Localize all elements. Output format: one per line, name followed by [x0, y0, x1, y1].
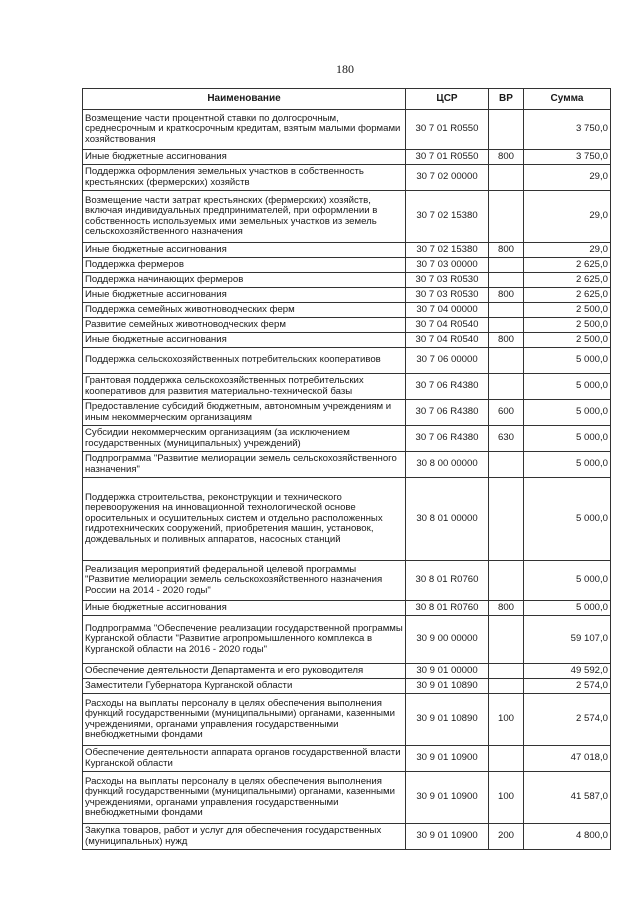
cell-csr: 30 7 04 00000	[406, 303, 489, 318]
cell-sum: 2 625,0	[524, 273, 611, 288]
cell-sum: 5 000,0	[524, 452, 611, 478]
cell-sum: 2 500,0	[524, 333, 611, 348]
cell-sum: 5 000,0	[524, 561, 611, 601]
cell-csr: 30 9 01 10890	[406, 679, 489, 694]
cell-vr	[489, 746, 524, 772]
table-row	[83, 601, 611, 616]
cell-name: Подпрограмма "Развитие мелиорации земель сельскохозяйственного назначения"	[83, 452, 406, 478]
cell-sum: 2 574,0	[524, 679, 611, 694]
cell-sum: 2 625,0	[524, 258, 611, 273]
table-row	[83, 110, 611, 150]
cell-name: Развитие семейных животноводческих ферм	[83, 318, 406, 333]
cell-sum: 5 000,0	[524, 601, 611, 616]
header-vr: ВР	[489, 89, 524, 110]
table-row	[83, 191, 611, 243]
cell-csr: 30 7 06 00000	[406, 348, 489, 374]
cell-vr: 800	[489, 243, 524, 258]
cell-csr: 30 7 06 R4380	[406, 400, 489, 426]
cell-name: Иные бюджетные ассигнования	[83, 288, 406, 303]
cell-name: Иные бюджетные ассигнования	[83, 150, 406, 165]
cell-sum: 2 500,0	[524, 318, 611, 333]
cell-sum: 41 587,0	[524, 772, 611, 824]
cell-vr: 630	[489, 426, 524, 452]
cell-vr	[489, 303, 524, 318]
cell-vr	[489, 165, 524, 191]
cell-vr: 200	[489, 824, 524, 850]
cell-csr: 30 7 02 15380	[406, 191, 489, 243]
table-row	[83, 772, 611, 824]
cell-name: Возмещение части процентной ставки по долгосрочным, среднесрочным и краткосрочным кредитам, взятым малыми формами хозяйствования	[83, 110, 406, 150]
cell-vr	[489, 374, 524, 400]
cell-vr	[489, 348, 524, 374]
cell-vr: 100	[489, 694, 524, 746]
table-row	[83, 561, 611, 601]
cell-csr: 30 7 06 R4380	[406, 374, 489, 400]
cell-sum: 5 000,0	[524, 374, 611, 400]
cell-csr: 30 9 00 00000	[406, 616, 489, 664]
cell-name: Субсидии некоммерческим организациям (за исключением государственных (муниципальных) учреждений)	[83, 426, 406, 452]
cell-name: Закупка товаров, работ и услуг для обеспечения государственных (муниципальных) нужд	[83, 824, 406, 850]
cell-sum: 3 750,0	[524, 150, 611, 165]
cell-name: Поддержка сельскохозяйственных потребительских кооперативов	[83, 348, 406, 374]
cell-name: Поддержка начинающих фермеров	[83, 273, 406, 288]
table-row	[83, 374, 611, 400]
cell-csr: 30 7 06 R4380	[406, 426, 489, 452]
table-header-row	[83, 89, 611, 110]
cell-name: Поддержка семейных животноводческих ферм	[83, 303, 406, 318]
cell-csr: 30 8 00 00000	[406, 452, 489, 478]
cell-vr: 100	[489, 772, 524, 824]
cell-csr: 30 7 03 R0530	[406, 288, 489, 303]
cell-csr: 30 7 01 R0550	[406, 150, 489, 165]
cell-vr: 600	[489, 400, 524, 426]
cell-vr	[489, 616, 524, 664]
cell-sum: 2 574,0	[524, 694, 611, 746]
cell-csr: 30 9 01 10900	[406, 772, 489, 824]
cell-name: Расходы на выплаты персоналу в целях обеспечения выполнения функций государственными (муниципальными) органами, казенными учреждениями, органами управления государственными внебюджетными фондами	[83, 694, 406, 746]
cell-name: Иные бюджетные ассигнования	[83, 601, 406, 616]
cell-name: Иные бюджетные ассигнования	[83, 243, 406, 258]
cell-vr	[489, 110, 524, 150]
cell-vr	[489, 679, 524, 694]
table-row	[83, 303, 611, 318]
table-row	[83, 258, 611, 273]
table-row	[83, 824, 611, 850]
table-row	[83, 288, 611, 303]
table-row	[83, 165, 611, 191]
cell-csr: 30 8 01 R0760	[406, 601, 489, 616]
table-row	[83, 746, 611, 772]
header-csr: ЦСР	[406, 89, 489, 110]
cell-vr: 800	[489, 150, 524, 165]
table-row	[83, 400, 611, 426]
cell-vr	[489, 478, 524, 561]
cell-vr: 800	[489, 288, 524, 303]
cell-sum: 5 000,0	[524, 348, 611, 374]
cell-sum: 2 625,0	[524, 288, 611, 303]
cell-name: Возмещение части затрат крестьянских (фермерских) хозяйств, включая индивидуальных предпринимателей, при оформлении в собственность используемых ими земельных участков из земель сельскохозяйственного назначения	[83, 191, 406, 243]
cell-name: Реализация мероприятий федеральной целевой программы "Развитие мелиорации земель сельскохозяйственного назначения России на 2014 - 2020 годы"	[83, 561, 406, 601]
table-row	[83, 694, 611, 746]
cell-vr	[489, 258, 524, 273]
table-row	[83, 426, 611, 452]
cell-csr: 30 7 04 R0540	[406, 333, 489, 348]
table-row	[83, 616, 611, 664]
table-row	[83, 333, 611, 348]
budget-table	[82, 88, 611, 850]
cell-name: Подпрограмма "Обеспечение реализации государственной программы Курганской области "Развитие агропромышленного комплекса в Курганской области на 2016 - 2020 годы"	[83, 616, 406, 664]
cell-name: Поддержка строительства, реконструкции и технического перевооружения на инновационной технологической основе оросительных и осушительных систем и отдельно расположенных гидротехнических сооружений, приобретения машин, установок, дождевальных и поливных аппаратов, насосных станций	[83, 478, 406, 561]
cell-name: Обеспечение деятельности Департамента и его руководителя	[83, 664, 406, 679]
cell-sum: 59 107,0	[524, 616, 611, 664]
cell-name: Поддержка оформления земельных участков в собственность крестьянских (фермерских) хозяйств	[83, 165, 406, 191]
table-row	[83, 318, 611, 333]
cell-name: Иные бюджетные ассигнования	[83, 333, 406, 348]
cell-sum: 47 018,0	[524, 746, 611, 772]
cell-name: Заместители Губернатора Курганской области	[83, 679, 406, 694]
cell-sum: 49 592,0	[524, 664, 611, 679]
cell-name: Расходы на выплаты персоналу в целях обеспечения выполнения функций государственными (муниципальными) органами, казенными учреждениями, органами управления государственными внебюджетными фондами	[83, 772, 406, 824]
cell-csr: 30 9 01 10890	[406, 694, 489, 746]
table-row	[83, 273, 611, 288]
cell-csr: 30 8 01 00000	[406, 478, 489, 561]
cell-sum: 29,0	[524, 243, 611, 258]
cell-sum: 5 000,0	[524, 400, 611, 426]
cell-vr: 800	[489, 601, 524, 616]
cell-csr: 30 8 01 R0760	[406, 561, 489, 601]
cell-name: Предоставление субсидий бюджетным, автономным учреждениям и иным некоммерческим организациям	[83, 400, 406, 426]
cell-sum: 29,0	[524, 165, 611, 191]
table-row	[83, 150, 611, 165]
table-row	[83, 679, 611, 694]
table-row	[83, 664, 611, 679]
table-row	[83, 348, 611, 374]
cell-name: Поддержка фермеров	[83, 258, 406, 273]
cell-csr: 30 7 03 R0530	[406, 273, 489, 288]
cell-sum: 3 750,0	[524, 110, 611, 150]
table-row	[83, 478, 611, 561]
cell-sum: 2 500,0	[524, 303, 611, 318]
cell-sum: 29,0	[524, 191, 611, 243]
cell-name: Грантовая поддержка сельскохозяйственных потребительских кооперативов для развития материально-технической базы	[83, 374, 406, 400]
cell-csr: 30 7 02 15380	[406, 243, 489, 258]
header-name: Наименование	[83, 89, 406, 110]
cell-csr: 30 7 04 R0540	[406, 318, 489, 333]
cell-csr: 30 9 01 10900	[406, 746, 489, 772]
table-row	[83, 243, 611, 258]
cell-csr: 30 7 03 00000	[406, 258, 489, 273]
cell-sum: 5 000,0	[524, 478, 611, 561]
header-sum: Сумма	[524, 89, 611, 110]
table-row	[83, 452, 611, 478]
cell-sum: 4 800,0	[524, 824, 611, 850]
cell-csr: 30 7 02 00000	[406, 165, 489, 191]
cell-vr	[489, 191, 524, 243]
cell-vr	[489, 318, 524, 333]
cell-csr: 30 9 01 00000	[406, 664, 489, 679]
cell-vr: 800	[489, 333, 524, 348]
cell-csr: 30 9 01 10900	[406, 824, 489, 850]
page-number: 180	[336, 62, 354, 76]
cell-vr	[489, 561, 524, 601]
cell-vr	[489, 664, 524, 679]
cell-vr	[489, 452, 524, 478]
cell-name: Обеспечение деятельности аппарата органов государственной власти Курганской области	[83, 746, 406, 772]
cell-vr	[489, 273, 524, 288]
cell-csr: 30 7 01 R0550	[406, 110, 489, 150]
cell-sum: 5 000,0	[524, 426, 611, 452]
